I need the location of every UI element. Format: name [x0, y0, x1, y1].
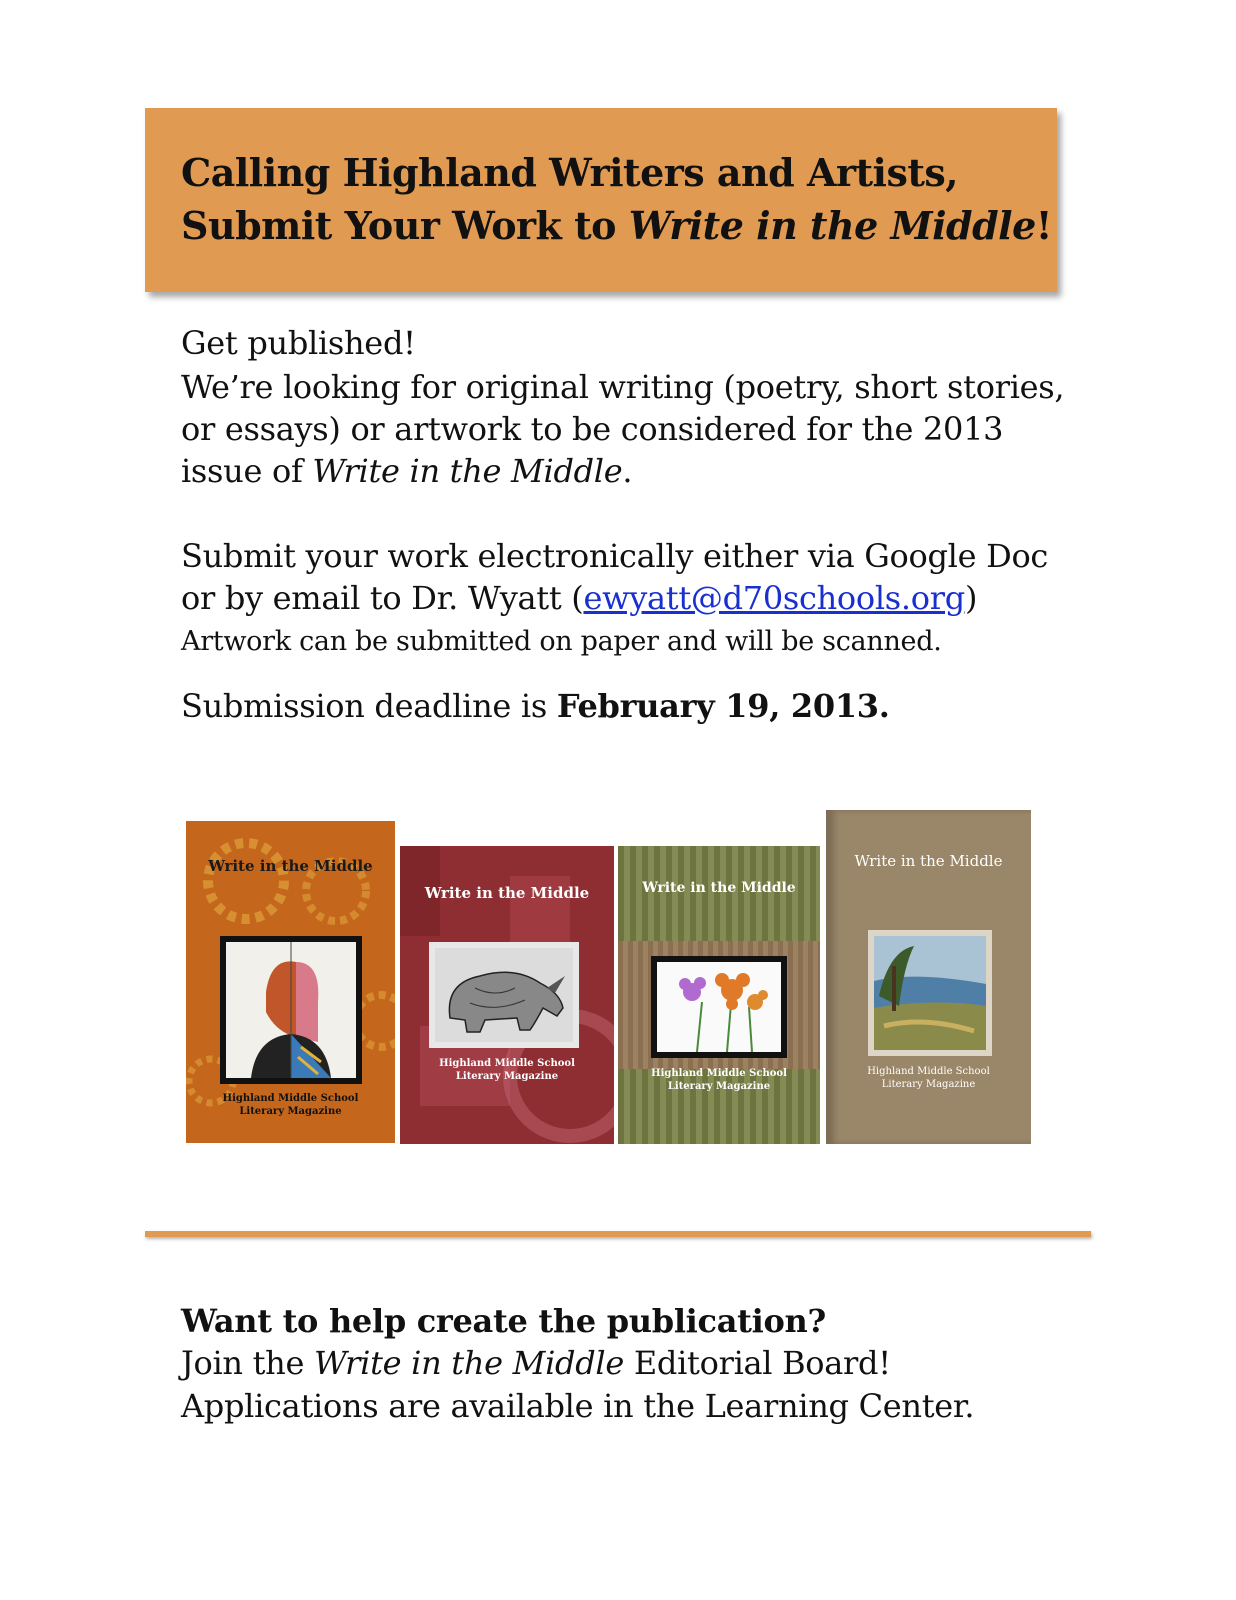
intro-body-line-2: or essays) or artwork to be considered for the 2013 [181, 410, 1004, 448]
cover-4-title: Write in the Middle [854, 852, 1003, 870]
title-line-1: Calling Highland Writers and Artists, [181, 150, 959, 195]
intro-body-line-3-prefix: issue of [181, 452, 313, 490]
cover-4-landscape-art [874, 936, 986, 1050]
cover-1-art-frame [220, 936, 362, 1084]
artwork-note: Artwork can be submitted on paper and will be scanned. [181, 626, 942, 657]
submit-line-1: Submit your work electronically either via Google Doc [181, 537, 1049, 575]
page-title [181, 146, 1052, 252]
editorial-line-1 [181, 1342, 891, 1385]
cover-3-subtitle [618, 1068, 820, 1093]
editorial-line-1-prefix: Join the [181, 1344, 314, 1382]
cover-1-literary: Literary Magazine [239, 1105, 342, 1117]
cover-1-school: Highland Middle School [222, 1093, 359, 1104]
header-banner [145, 108, 1057, 292]
cover-2-school: Highland Middle School [439, 1058, 575, 1069]
magazine-cover-1 [186, 821, 395, 1143]
cover-4-literary: Literary Magazine [881, 1078, 976, 1090]
intro-body-line-1: We’re looking for original writing (poetry, short stories, [181, 368, 1065, 406]
cover-3-art-frame [651, 956, 787, 1058]
cover-3-literary: Literary Magazine [667, 1080, 771, 1092]
intro-body-line-3 [181, 450, 632, 493]
magazine-cover-4 [826, 810, 1031, 1144]
cover-4-subtitle [826, 1066, 1031, 1091]
cover-3-flowers-art [657, 962, 781, 1052]
cover-1-portrait-art [226, 942, 356, 1078]
deadline-prefix: Submission deadline is [181, 687, 557, 725]
deadline-line [181, 685, 890, 728]
cover-2-art-frame [429, 942, 579, 1048]
title-line-2-suffix: ! [1035, 203, 1052, 248]
deadline-date: February 19, 2013. [556, 687, 890, 725]
submit-line-2-suffix: ) [964, 579, 978, 617]
cover-2-subtitle [400, 1058, 614, 1083]
submit-line-2-prefix: or by email to Dr. Wyatt ( [181, 579, 584, 617]
cover-2-literary: Literary Magazine [455, 1070, 559, 1082]
cover-3-title: Write in the Middle [642, 880, 796, 896]
intro-heading: Get published! [181, 324, 416, 362]
cover-4-school: Highland Middle School [867, 1066, 990, 1077]
editorial-line-2: Applications are available in the Learning Center. [181, 1387, 975, 1425]
title-magazine-name: Write in the Middle [628, 203, 1036, 248]
cover-4-art-frame [868, 930, 992, 1056]
submit-line-2 [181, 577, 977, 620]
magazine-cover-3 [618, 846, 820, 1144]
cover-2-title: Write in the Middle [424, 884, 590, 902]
email-link[interactable]: ewyatt@d70schools.org [583, 579, 965, 617]
cover-1-title: Write in the Middle [208, 857, 373, 875]
section-divider [145, 1231, 1091, 1237]
title-line-2-prefix: Submit Your Work to [181, 203, 629, 248]
intro-magazine-name: Write in the Middle [312, 452, 623, 490]
cover-3-school: Highland Middle School [651, 1068, 787, 1079]
editorial-heading: Want to help create the publication? [181, 1302, 826, 1340]
magazine-cover-2 [400, 846, 614, 1144]
intro-body-line-3-suffix: . [622, 452, 633, 490]
editorial-line-1-suffix: Editorial Board! [624, 1344, 891, 1382]
editorial-magazine-name: Write in the Middle [314, 1344, 624, 1382]
cover-1-subtitle [186, 1093, 395, 1118]
cover-2-rhino-art [435, 948, 573, 1042]
